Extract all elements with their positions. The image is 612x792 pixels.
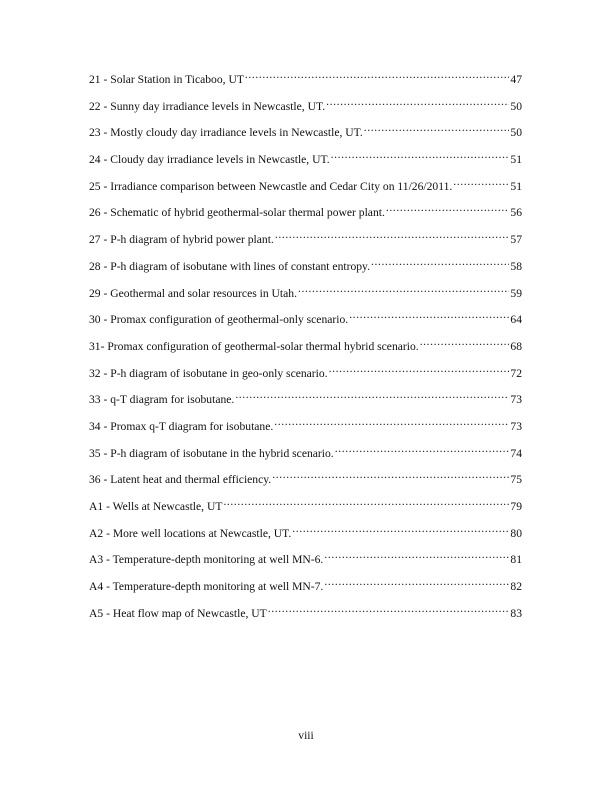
toc-entry-title: 34 - Promax q-T diagram for isobutane. [89,419,274,433]
toc-entry-title: A4 - Temperature-depth monitoring at well MN-7. [89,580,324,594]
toc-entry-title: 22 - Sunny day irradiance levels in Newcastle, UT. [89,99,326,113]
list-of-figures [89,69,522,629]
dot-leader [324,576,509,590]
toc-entry-title: 31- Promax configuration of geothermal-solar thermal hybrid scenario. [89,339,419,353]
dot-leader [298,283,509,297]
toc-entry-title: A5 - Heat flow map of Newcastle, UT [89,606,267,620]
toc-entry[interactable] [89,496,522,523]
toc-entry-page: 51 [510,153,522,167]
toc-entry-page: 72 [510,366,522,380]
dot-leader [223,496,509,510]
toc-entry-page: 47 [510,73,522,86]
toc-entry-title: 24 - Cloudy day irradiance levels in Newcastle, UT. [89,153,330,167]
toc-entry-page: 80 [510,526,522,540]
toc-entry[interactable] [89,96,522,123]
toc-entry-page: 50 [510,126,522,140]
toc-entry[interactable] [89,416,522,443]
toc-entry-title: 21 - Solar Station in Ticaboo, UT [89,73,244,86]
toc-entry-title: 32 - P-h diagram of isobutane in geo-only scenario. [89,366,328,380]
toc-entry-title: 33 - q-T diagram for isobutane. [89,393,235,407]
toc-entry-page: 73 [510,393,522,407]
toc-entry-title: 23 - Mostly cloudy day irradiance levels in Newcastle, UT. [89,126,363,140]
toc-entry[interactable] [89,363,522,390]
dot-leader [453,176,509,190]
toc-entry-page: 74 [510,446,522,460]
toc-entry-page: 75 [510,473,522,487]
dot-leader [386,202,510,216]
dot-leader [364,122,510,136]
dot-leader [275,229,510,243]
toc-entry[interactable] [89,202,522,229]
toc-entry[interactable] [89,69,522,96]
toc-entry-page: 64 [510,313,522,327]
toc-entry-title: 25 - Irradiance comparison between Newcastle and Cedar City on 11/26/2011. [89,179,453,193]
dot-leader [268,603,510,617]
toc-entry-page: 57 [510,233,522,247]
toc-entry[interactable] [89,336,522,363]
dot-leader [420,336,510,350]
toc-entry-title: 36 - Latent heat and thermal efficiency. [89,473,272,487]
toc-entry[interactable] [89,576,522,603]
dot-leader [331,149,510,163]
toc-entry[interactable] [89,549,522,576]
toc-entry[interactable] [89,443,522,470]
toc-entry-title: 27 - P-h diagram of hybrid power plant. [89,233,274,247]
toc-entry-page: 81 [510,553,522,567]
dot-leader [292,523,509,537]
toc-entry[interactable] [89,256,522,283]
toc-entry-page: 79 [510,500,522,513]
toc-entry-page: 83 [510,606,522,620]
toc-entry-page: 73 [510,419,522,433]
toc-entry-page: 50 [510,99,522,113]
dot-leader [324,549,509,563]
dot-leader [274,416,509,430]
dot-leader [349,309,509,323]
toc-entry[interactable] [89,176,522,203]
toc-entry-page: 56 [510,206,522,220]
toc-entry-title: A3 - Temperature-depth monitoring at well MN-6. [89,553,324,567]
dot-leader [371,256,509,270]
toc-entry[interactable] [89,149,522,176]
toc-entry[interactable] [89,309,522,336]
dot-leader [235,389,509,403]
toc-entry[interactable] [89,389,522,416]
toc-entry-page: 51 [510,179,522,193]
toc-entry-title: 30 - Promax configuration of geothermal-only scenario. [89,313,349,327]
toc-entry-page: 82 [510,580,522,594]
toc-entry-title: A1 - Wells at Newcastle, UT [89,500,223,513]
toc-entry-page: 58 [510,259,522,273]
toc-entry[interactable] [89,469,522,496]
toc-entry-page: 68 [510,339,522,353]
toc-entry-title: 28 - P-h diagram of isobutane with lines of constant entropy. [89,259,370,273]
toc-entry-page: 59 [510,286,522,300]
dot-leader [329,363,510,377]
dot-leader [335,443,510,457]
toc-entry[interactable] [89,603,522,630]
page-number: viii [298,729,314,742]
toc-entry[interactable] [89,523,522,550]
dot-leader [245,69,509,83]
toc-entry-title: A2 - More well locations at Newcastle, UT. [89,526,292,540]
dot-leader [272,469,509,483]
toc-entry[interactable] [89,122,522,149]
toc-entry[interactable] [89,283,522,310]
toc-entry-title: 26 - Schematic of hybrid geothermal-solar thermal power plant. [89,206,385,220]
toc-entry-title: 35 - P-h diagram of isobutane in the hybrid scenario. [89,446,334,460]
dot-leader [326,96,509,110]
toc-entry[interactable] [89,229,522,256]
toc-entry-title: 29 - Geothermal and solar resources in Utah. [89,286,297,300]
